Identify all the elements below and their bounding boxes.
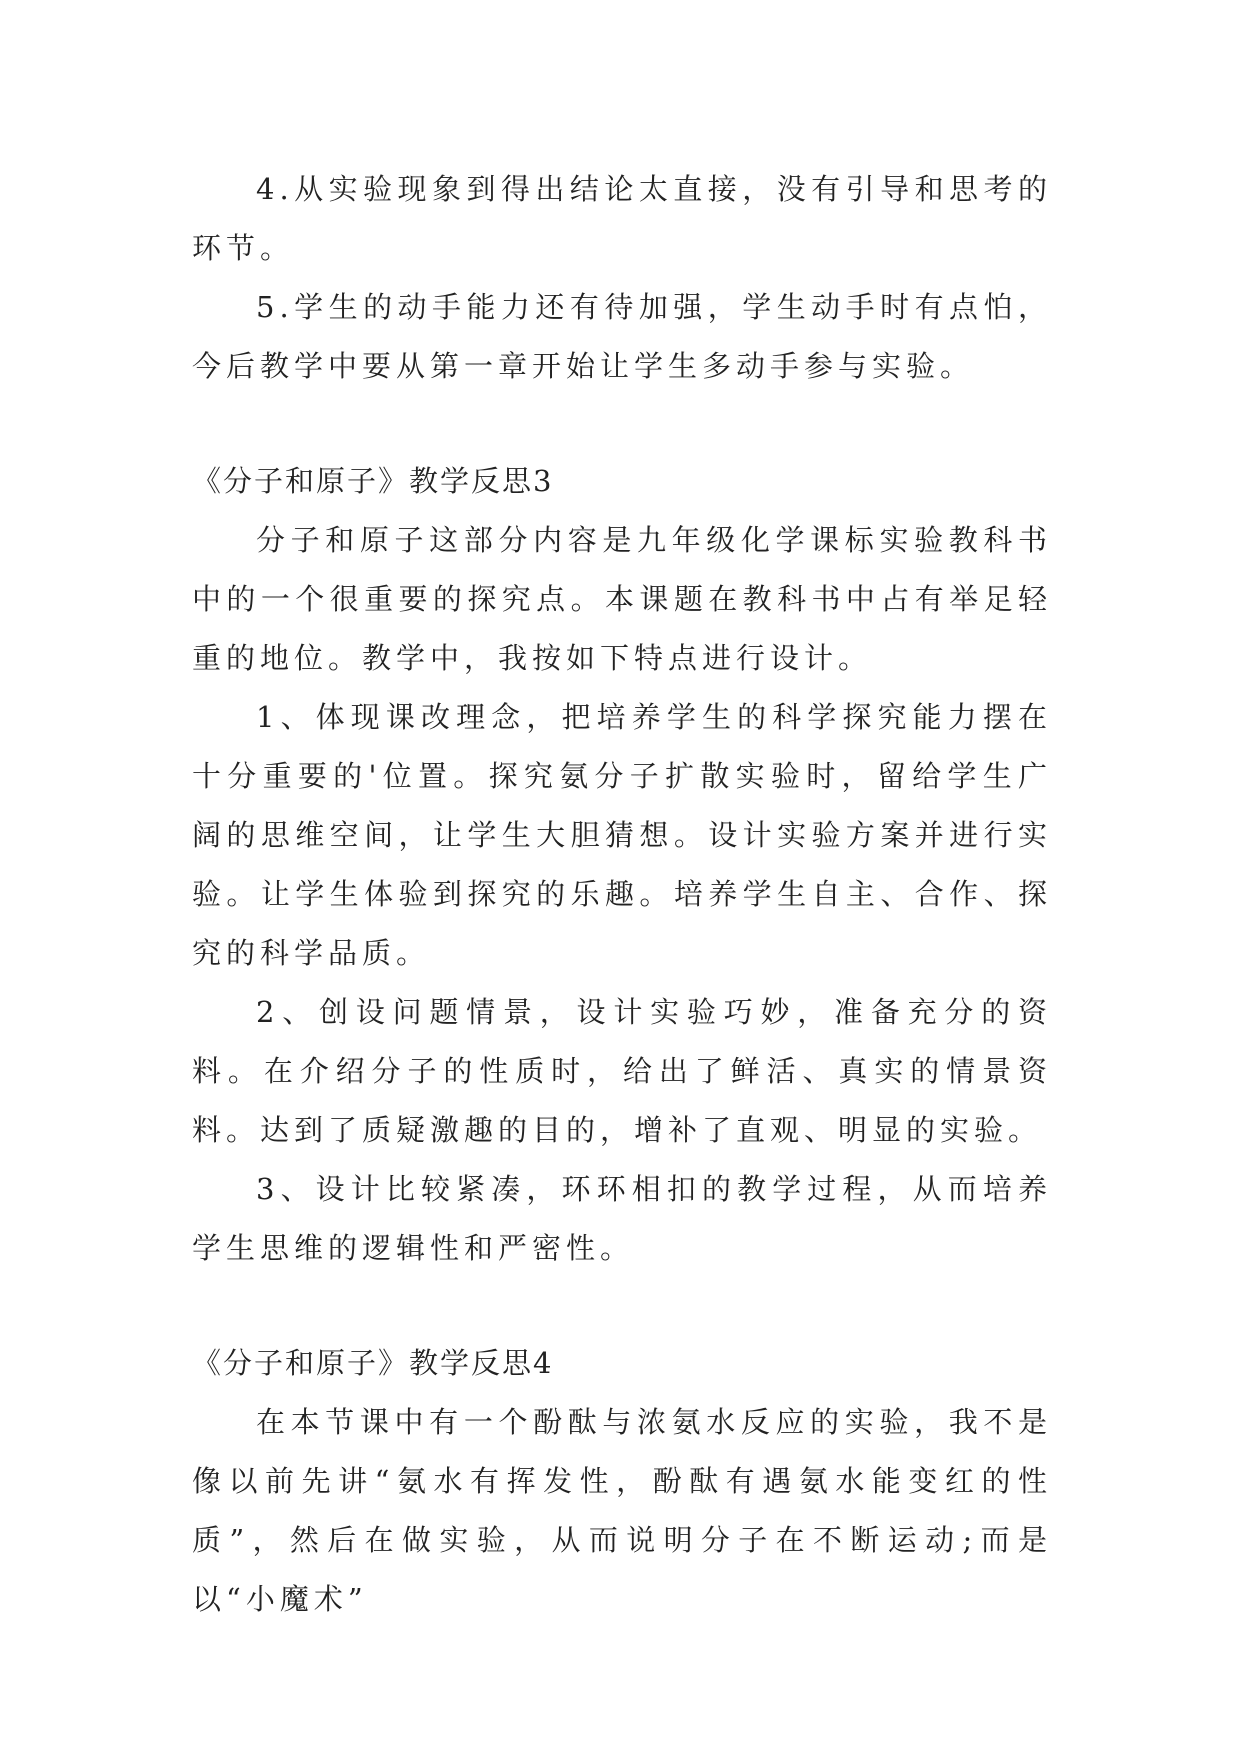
paragraph-point-5: 5.学生的动手能力还有待加强，学生动手时有点怕，今后教学中要从第一章开始让学生多动手参与实验。 [192,290,1052,383]
section-spacer [192,396,1052,452]
paragraph-item-2: 2、创设问题情景，设计实验巧妙，准备充分的资料。在介绍分子的性质时，给出了鲜活、真实的情景资料。达到了质疑激趣的目的，增补了直观、明显的实验。 [192,995,1052,1147]
paragraph-item-1: 1、体现课改理念，把培养学生的科学探究能力摆在十分重要的'位置。探究氨分子扩散实验时，留给学生广阔的思维空间，让学生大胆猜想。设计实验方案并进行实验。让学生体验到探究的乐趣。培养学生自主、合作、探究的科学品质。 [192,700,1052,970]
section-heading-3: 《分子和原子》教学反思3 [192,464,554,498]
document-body [192,160,1052,1629]
paragraph-item-3: 3、设计比较紧凑，环环相扣的教学过程，从而培养学生思维的逻辑性和严密性。 [192,1172,1052,1265]
section-spacer [192,1278,1052,1334]
paragraph-point-4: 4.从实验现象到得出结论太直接，没有引导和思考的环节。 [192,172,1052,265]
paragraph-intro-4: 在本节课中有一个酚酞与浓氨水反应的实验，我不是像以前先讲“氨水有挥发性，酚酞有遇氨水能变红的性质”，然后在做实验，从而说明分子在不断运动;而是以“小魔术” [192,1405,1052,1616]
paragraph-intro-3: 分子和原子这部分内容是九年级化学课标实验教科书中的一个很重要的探究点。本课题在教科书中占有举足轻重的地位。教学中，我按如下特点进行设计。 [192,523,1052,675]
section-heading-4: 《分子和原子》教学反思4 [192,1346,554,1380]
